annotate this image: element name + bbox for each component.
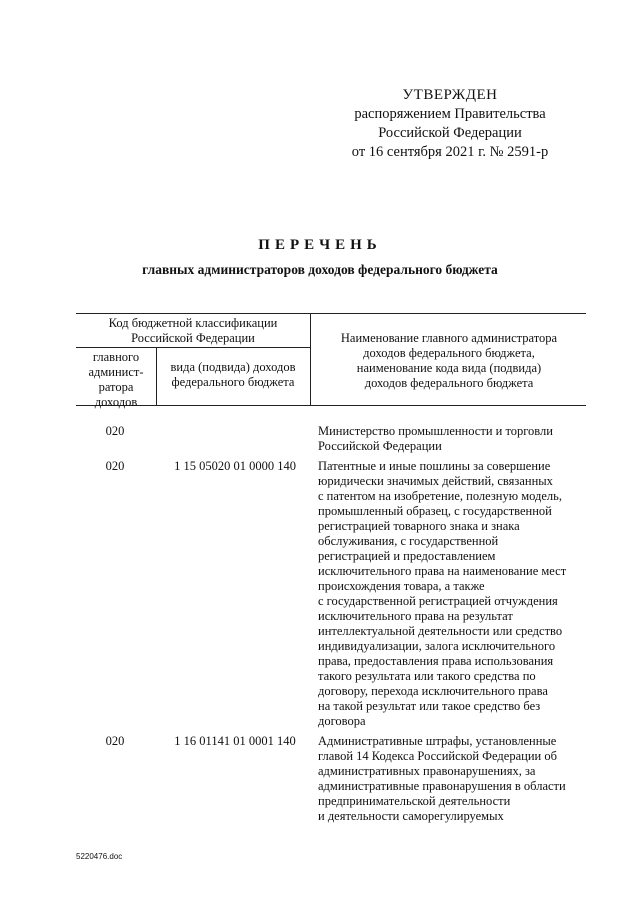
row-admin-code: 020 <box>105 424 125 438</box>
approval-heading: УТВЕРЖДЕН <box>402 87 498 103</box>
file-name-footer: 5220476.doc <box>76 852 123 861</box>
header-revenue-code: вида (подвида) доходов федерального бюджета <box>170 360 296 389</box>
document-title: ПЕРЕЧЕНЬ <box>258 237 382 253</box>
approval-line-1: распоряжением Правительства <box>354 106 546 122</box>
row-name: Министерство промышленности и торговли Российской Федерации <box>318 424 553 453</box>
row-admin-code: 020 <box>105 459 125 473</box>
row-revenue-code: 1 16 01141 01 0001 140 <box>174 734 296 748</box>
column-divider-2 <box>310 313 311 405</box>
header-name: Наименование главного администратора доходов федерального бюджета, наименование кода вида (подвида) доходов федерального бюджета <box>340 331 558 390</box>
header-group-label: Код бюджетной классификации Российской Федерации <box>108 316 278 345</box>
document-subtitle: главных администраторов доходов федерального бюджета <box>142 262 498 277</box>
row-admin-code: 020 <box>105 734 125 748</box>
row-name: Патентные и иные пошлины за совершение юридически значимых действий, связанных с патентом на изобретение, полезную модель, промышленный образец, с государственной регистрацией товарного знака и знака обслуживания, с государственной регистрацией и предоставлением исключительного права на наименование мест происхождения товара, а также с государственной регистрацией отчуждения исключительного права на результат интеллектуальной деятельности или средство индивидуализации, залога исключительного права, предоставления права использования такого результата или такого средства по договору, перехода исключительного права на такой результат или такое средство без договора <box>318 459 567 728</box>
approval-block <box>330 86 570 162</box>
row-revenue-code: 1 15 05020 01 0000 140 <box>174 459 296 473</box>
approval-line-2: Российской Федерации <box>378 125 522 141</box>
table-top-rule <box>76 313 586 314</box>
group-underline <box>76 347 310 348</box>
row-name: Административные штрафы, установленные главой 14 Кодекса Российской Федерации об административных правонарушениях, за административные правонарушения в области предпринимательской деятельности и деятельности саморегулируемых <box>318 734 566 823</box>
approval-line-3: от 16 сентября 2021 г. № 2591-р <box>351 144 549 160</box>
column-divider-1 <box>156 347 157 405</box>
header-admin-code: главного админист- ратора доходов <box>88 350 144 409</box>
